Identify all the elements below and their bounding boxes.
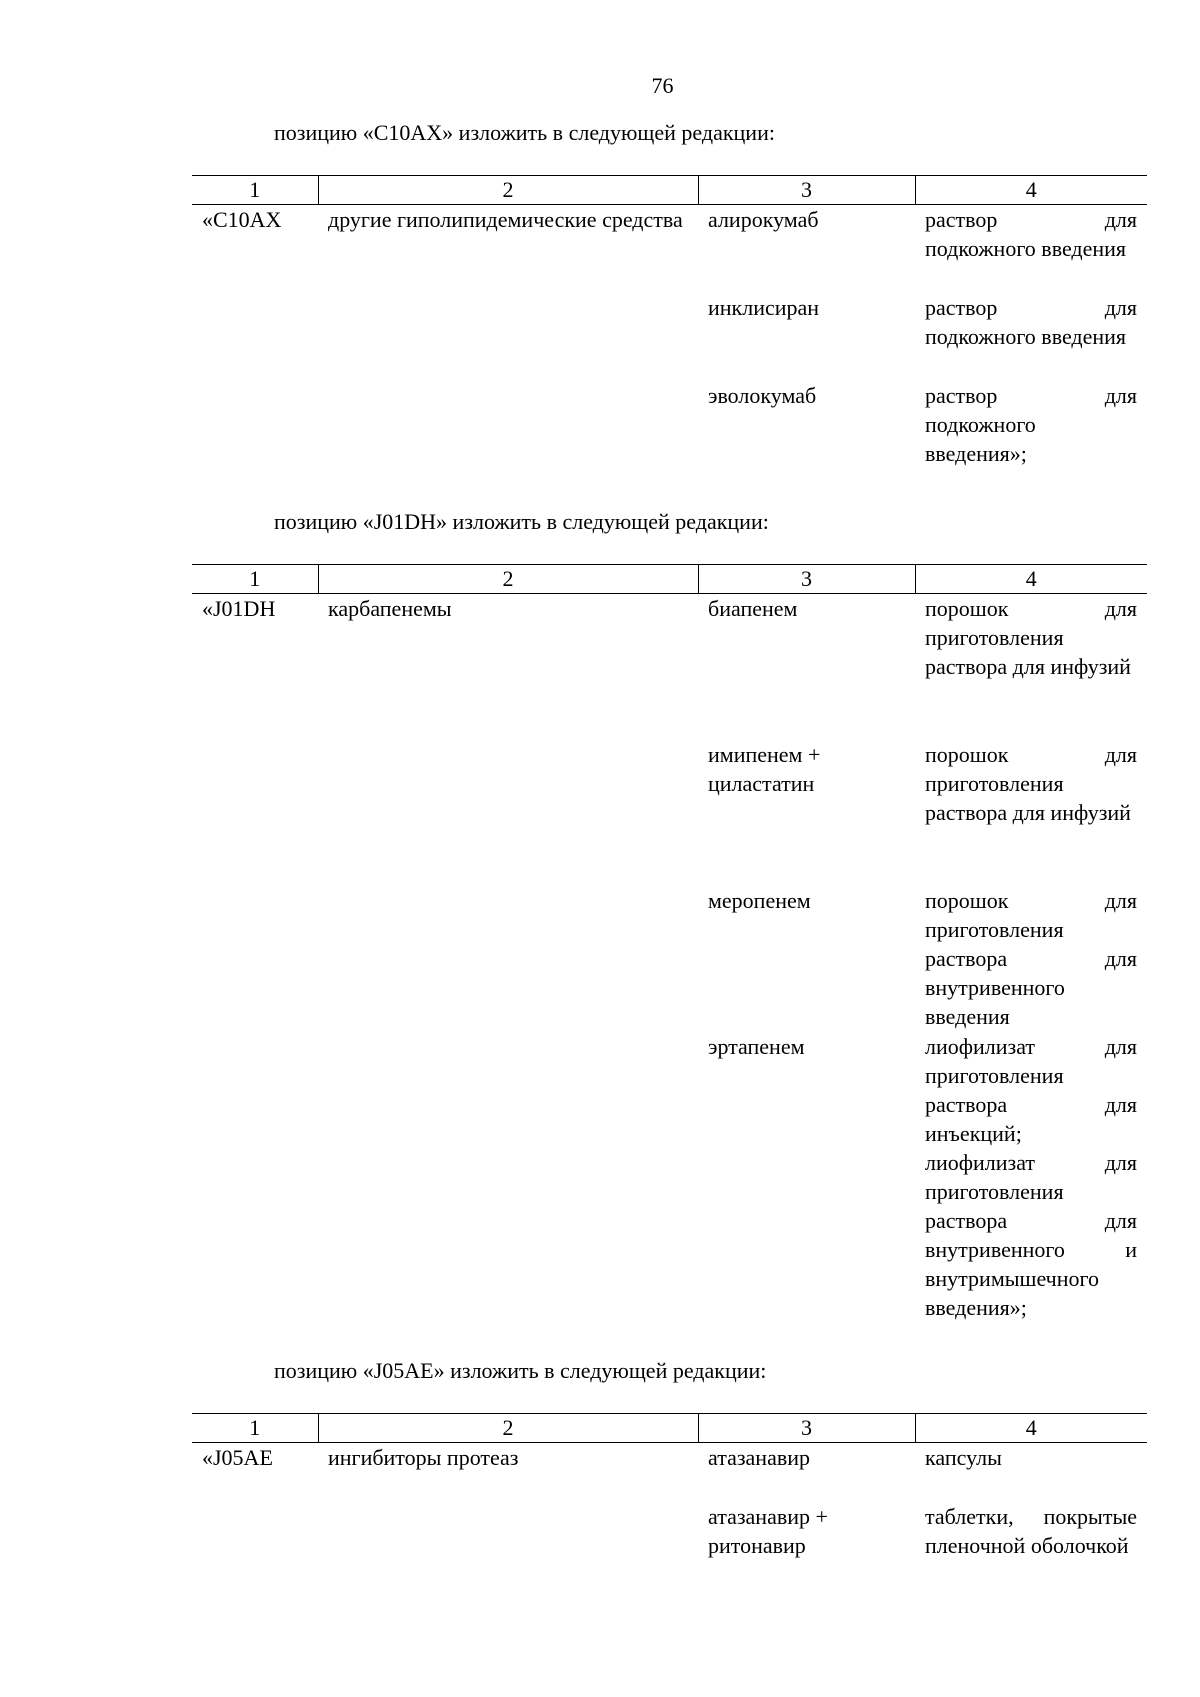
- drug-name: атазанавир: [708, 1445, 810, 1470]
- dosage-forms-cell: [915, 1443, 1147, 1561]
- atc-code: «J05AE: [202, 1445, 273, 1470]
- dosage-form: раствор для подкожного введения»;: [925, 383, 1137, 466]
- dosage-forms-cell: [915, 594, 1147, 1323]
- drug-names-cell: [698, 594, 915, 1323]
- dosage-form: порошок для приготовления раствора для внутривенного введения: [925, 888, 1137, 1029]
- dosage-form: порошок для приготовления раствора для инфузий: [925, 596, 1137, 679]
- table-j05ae: [192, 1413, 1147, 1560]
- table-row: [192, 1443, 1147, 1561]
- drug-name: инклисиран: [708, 295, 820, 320]
- drug-name: эволокумаб: [708, 383, 817, 408]
- table-header-row: [192, 565, 1147, 594]
- drug-name: алирокумаб: [708, 207, 819, 232]
- header-col-4: 4: [915, 565, 1147, 594]
- pharm-group: карбапенемы: [328, 596, 452, 621]
- header-col-1: 1: [192, 565, 318, 594]
- drug-name: эртапенем: [708, 1034, 805, 1059]
- atc-code: «C10AX: [202, 207, 282, 232]
- drug-names-cell: [698, 1443, 915, 1561]
- pharm-group: другие гиполипидемические средства: [328, 207, 683, 232]
- section-intro-c10ax: позицию «C10AX» изложить в следующей редакции:: [274, 120, 775, 145]
- drug-name: атазанавир + ритонавир: [708, 1504, 828, 1558]
- pharm-group: ингибиторы протеаз: [328, 1445, 519, 1470]
- header-col-3: 3: [698, 565, 915, 594]
- drug-name: биапенем: [708, 596, 798, 621]
- header-col-3: 3: [698, 1414, 915, 1443]
- dosage-form: раствор для подкожного введения: [925, 295, 1137, 349]
- drug-name: имипенем + циластатин: [708, 742, 821, 796]
- dosage-form: капсулы: [925, 1445, 1002, 1470]
- header-col-3: 3: [698, 176, 915, 205]
- table-c10ax: [192, 175, 1147, 468]
- header-col-1: 1: [192, 1414, 318, 1443]
- table-row: [192, 594, 1147, 1323]
- header-col-2: 2: [318, 1414, 698, 1443]
- table-header-row: [192, 176, 1147, 205]
- table-row: [192, 205, 1147, 469]
- header-col-4: 4: [915, 176, 1147, 205]
- dosage-form: раствор для подкожного введения: [925, 207, 1137, 261]
- dosage-form: таблетки, покрытые пленочной оболочкой: [925, 1504, 1137, 1558]
- header-col-1: 1: [192, 176, 318, 205]
- dosage-forms-cell: [915, 205, 1147, 469]
- header-col-2: 2: [318, 565, 698, 594]
- table-header-row: [192, 1414, 1147, 1443]
- page-number: 76: [651, 73, 674, 98]
- drug-name: меропенем: [708, 888, 811, 913]
- table-j01dh: [192, 564, 1147, 1322]
- dosage-form: порошок для приготовления раствора для инфузий: [925, 742, 1137, 825]
- dosage-form: лиофилизат для приготовления раствора для инъекций; лиофилизат для приготовления раствора для внутривенного и внутримышечного введения»;: [925, 1034, 1137, 1320]
- section-intro-j01dh: позицию «J01DH» изложить в следующей редакции:: [274, 509, 769, 534]
- atc-code: «J01DH: [202, 596, 276, 621]
- header-col-4: 4: [915, 1414, 1147, 1443]
- section-intro-j05ae: позицию «J05AE» изложить в следующей редакции:: [274, 1358, 767, 1383]
- header-col-2: 2: [318, 176, 698, 205]
- drug-names-cell: [698, 205, 915, 469]
